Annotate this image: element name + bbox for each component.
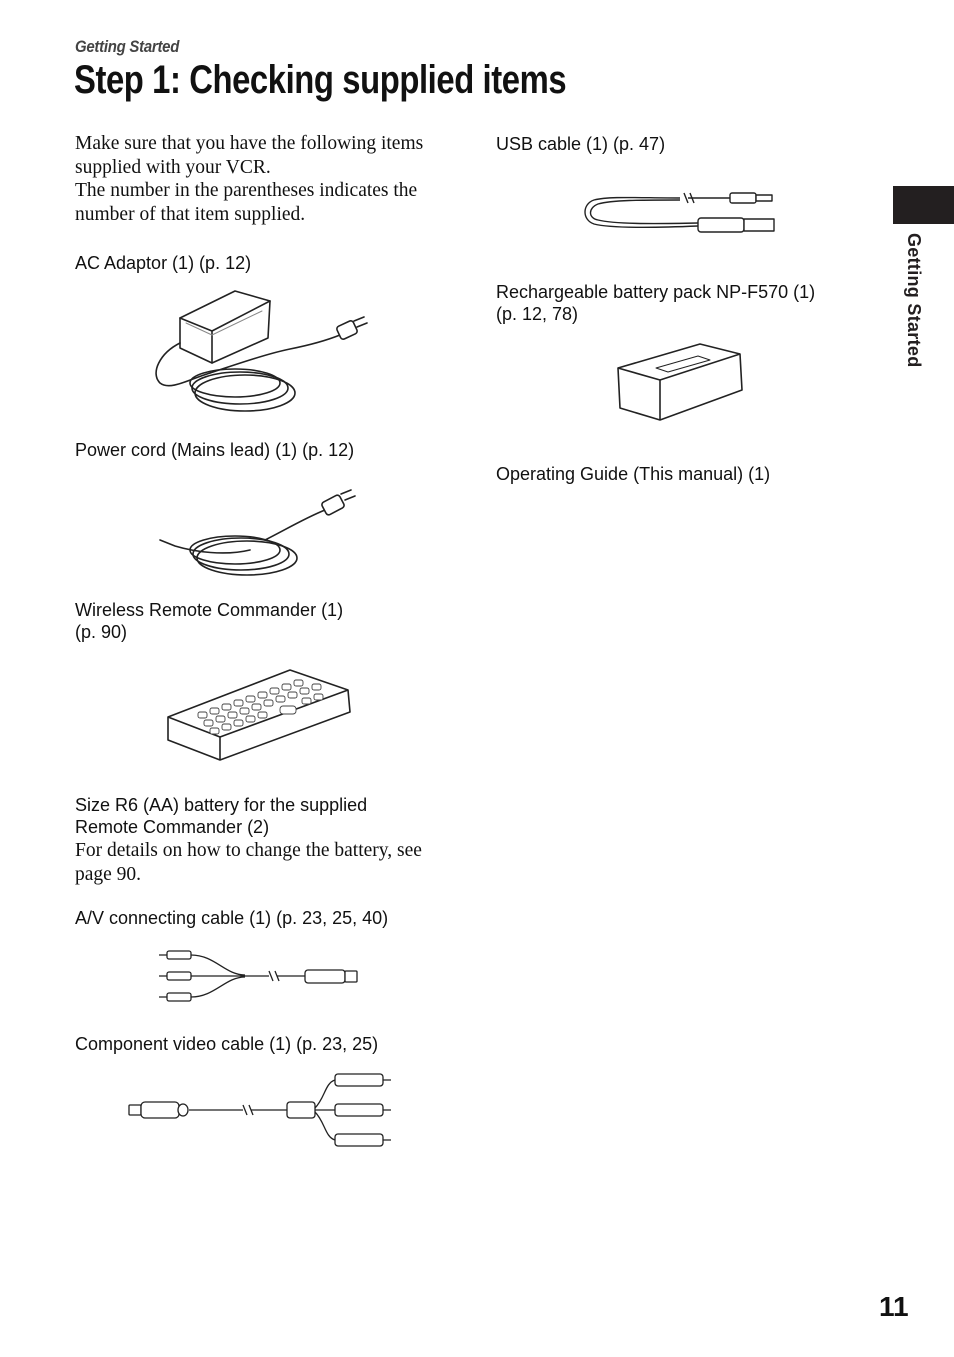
page-title: Step 1: Checking supplied items xyxy=(74,58,567,102)
side-tab-marker xyxy=(893,186,954,224)
ac-adaptor-illustration xyxy=(150,283,375,418)
av-cable-illustration xyxy=(155,945,365,1005)
usb-cable-illustration xyxy=(580,180,780,245)
item-title-aa-battery-line-2: Remote Commander (2) xyxy=(75,817,270,837)
item-title-component-cable: Component video cable (1) (p. 23, 25) xyxy=(75,1034,379,1054)
power-cord-illustration xyxy=(155,480,370,580)
item-title-battery-pack-line-2: (p. 12, 78) xyxy=(496,304,579,324)
intro-line-2: The number in the parentheses indicates the number of that item supplied. xyxy=(75,180,418,225)
side-tab-label: Getting Started xyxy=(904,233,924,368)
item-title-power-cord: Power cord (Mains lead) (1) (p. 12) xyxy=(75,440,355,460)
item-title-battery-pack-line-1: Rechargeable battery pack NP-F570 (1) xyxy=(496,282,816,302)
intro-text xyxy=(75,132,455,226)
item-title-remote-line-2: (p. 90) xyxy=(75,622,128,642)
item-title-usb-cable: USB cable (1) (p. 47) xyxy=(496,134,666,154)
page-number: 11 xyxy=(879,1291,909,1322)
item-note-aa-battery: For details on how to change the battery, see page 90. xyxy=(75,840,422,885)
battery-pack-illustration xyxy=(610,338,750,428)
intro-line-1: Make sure that you have the following items supplied with your VCR. xyxy=(75,133,424,178)
item-title-av-cable: A/V connecting cable (1) (p. 23, 25, 40) xyxy=(75,908,389,928)
item-title-operating-guide: Operating Guide (This manual) (1) xyxy=(496,464,771,484)
item-title-aa-battery-line-1: Size R6 (AA) battery for the supplied xyxy=(75,795,368,815)
remote-commander-illustration xyxy=(160,662,360,767)
component-cable-illustration xyxy=(125,1068,395,1153)
item-title-remote-line-1: Wireless Remote Commander (1) xyxy=(75,600,344,620)
item-title-ac-adaptor: AC Adaptor (1) (p. 12) xyxy=(75,253,252,273)
section-label: Getting Started xyxy=(75,37,180,56)
